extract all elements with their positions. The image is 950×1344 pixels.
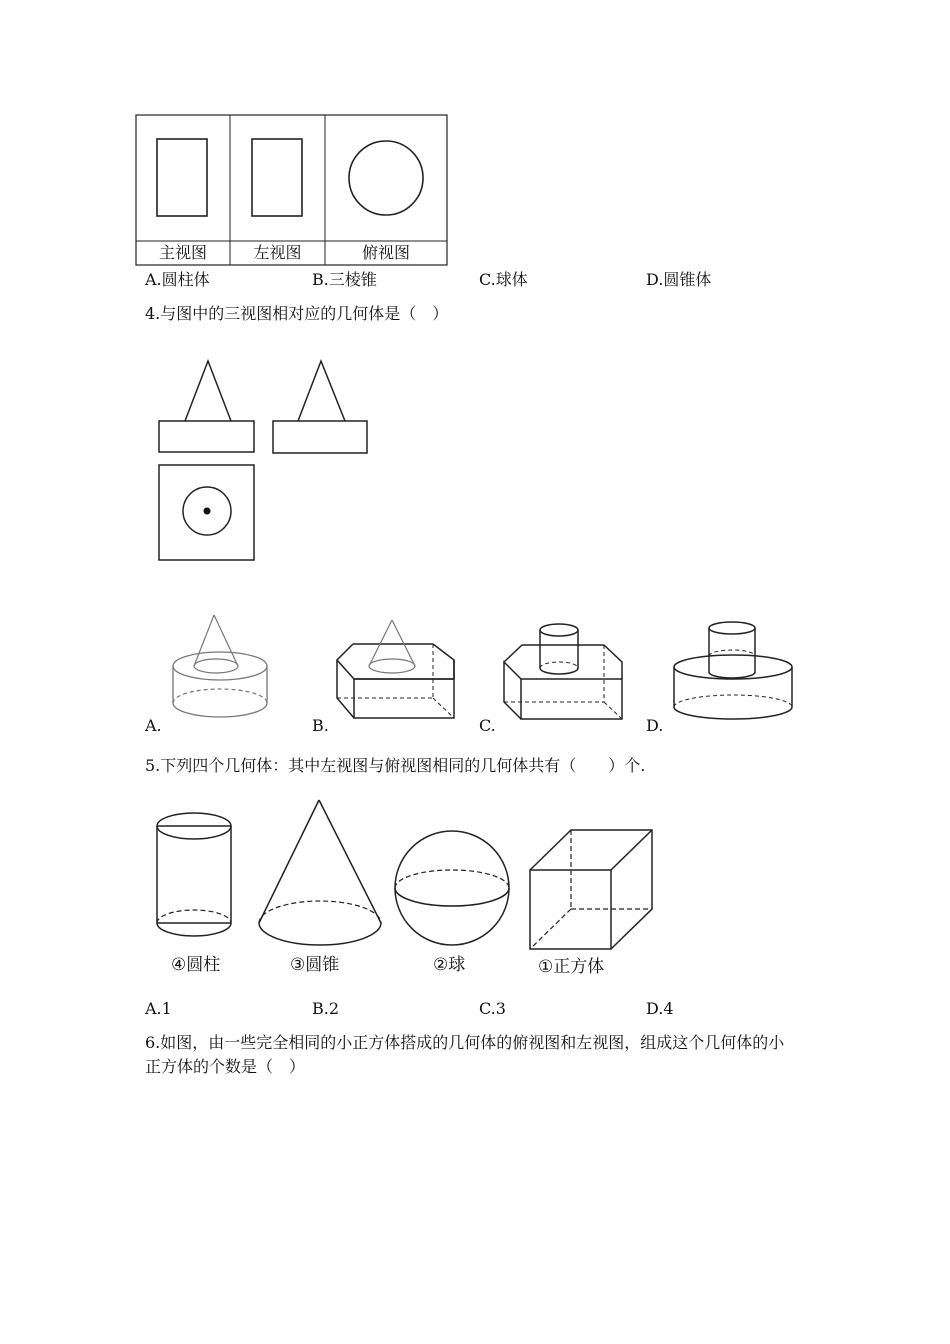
q3-option-b: B.三棱锥 (312, 270, 377, 289)
sphere-label: ②球 (433, 955, 466, 975)
q3-option-d: D.圆锥体 (646, 270, 712, 289)
q4-question: 4.与图中的三视图相对应的几何体是（ ） (145, 304, 449, 323)
q4-option-b: B. (312, 716, 329, 735)
q5-option-c: C.3 (479, 999, 506, 1018)
cube-label: ①正方体 (538, 957, 605, 977)
q5-question: 5.下列四个几何体：其中左视图与俯视图相同的几何体共有（ ）个. (145, 756, 646, 775)
q4-option-d: D. (646, 716, 664, 735)
q5-option-b: B.2 (312, 999, 340, 1018)
q4-option-c: C. (479, 716, 496, 735)
q4-option-a: A. (145, 716, 162, 735)
q5-option-d: D.4 (646, 999, 674, 1018)
left-view-label: 左视图 (253, 243, 302, 262)
q3-option-c: C.球体 (479, 270, 528, 289)
cylinder-label: ④圆柱 (171, 955, 221, 975)
top-view-label: 俯视图 (361, 243, 410, 262)
cone-label: ③圆锥 (290, 955, 340, 975)
q3-option-a: A.圆柱体 (145, 270, 210, 289)
q5-option-a: A.1 (145, 999, 172, 1018)
q6-question-line1: 6.如图，由一些完全相同的小正方体搭成的几何体的俯视图和左视图，组成这个几何体的小 (145, 1033, 785, 1052)
q6-question-line2: 正方体的个数是（ ） (145, 1057, 306, 1076)
front-view-label: 主视图 (158, 243, 207, 262)
